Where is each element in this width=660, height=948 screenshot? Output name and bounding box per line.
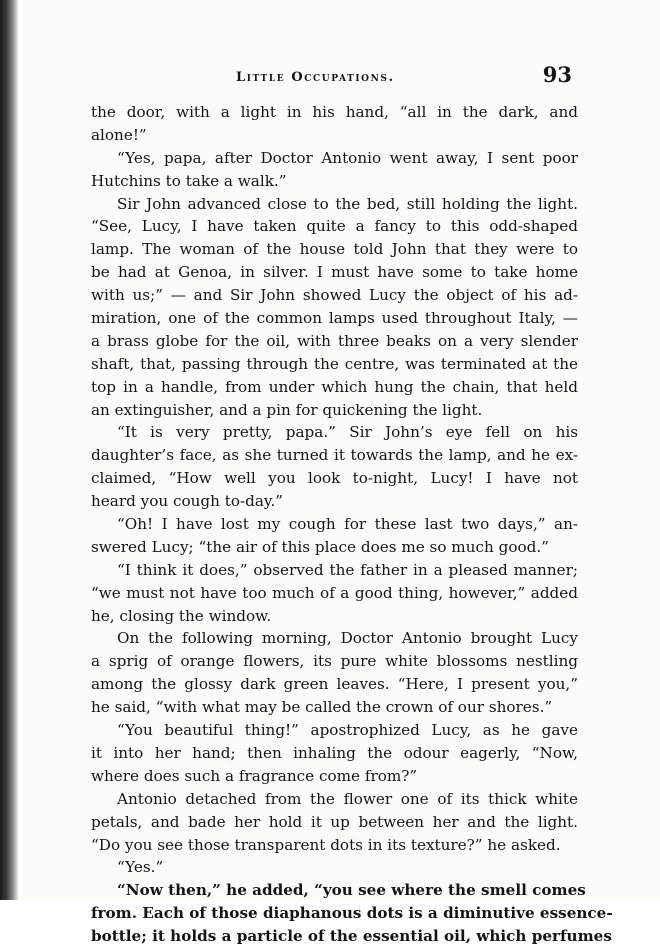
text-line: Sir John advanced close to the bed, still holding the light. (117, 194, 578, 213)
text-line: from. Each of those diaphanous dots is a diminutive essence- (91, 904, 613, 923)
text-line: be had at Genoa, in silver. I must have some to take home (91, 263, 578, 282)
text-line: “Now then,” he added, “you see where the smell comes (117, 881, 586, 900)
text-line: where does such a fragrance come from?” (91, 766, 418, 785)
text-line: bottle; it holds a particle of the essential oil, which perfumes (91, 927, 612, 946)
text-line: it into her hand; then inhaling the odour eagerly, “Now, (91, 743, 578, 762)
text-line: swered Lucy; “the air of this place does me so much good.” (91, 537, 549, 556)
text-line: “Yes, papa, after Doctor Antonio went away, I sent poor (117, 148, 578, 167)
text-line: top in a handle, from under which hung the chain, that held (91, 377, 578, 396)
text-line: miration, one of the common lamps used throughout Italy, — (91, 309, 578, 328)
running-title: Little Occupations. (236, 70, 395, 85)
text-line: petals, and bade her hold it up between her and the light. (91, 812, 578, 831)
text-line: with us;” — and Sir John showed Lucy the object of his ad- (91, 286, 578, 305)
text-line: “It is very pretty, papa.” Sir John’s eye fell on his (117, 423, 578, 442)
text-line: “You beautiful thing!” apostrophized Lucy, as he gave (117, 721, 578, 740)
text-line: claimed, “How well you look to-night, Lucy! I have not (91, 469, 578, 488)
text-line: a sprig of orange flowers, its pure white blossoms nestling (91, 652, 578, 671)
body-text (91, 101, 613, 948)
text-line: “Yes.” (117, 858, 164, 877)
text-line: among the glossy dark green leaves. “Here, I present you,” (91, 675, 578, 694)
text-line: “Do you see those transparent dots in its texture?” he asked. (91, 835, 561, 854)
text-line: “we must not have too much of a good thing, however,” added (91, 583, 578, 602)
text-line: he, closing the window. (91, 606, 272, 625)
text-line: he said, “with what may be called the crown of our shores.” (91, 698, 553, 717)
text-line: “I think it does,” observed the father in a pleased manner; (117, 560, 578, 579)
text-line: “Oh! I have lost my cough for these last two days,” an- (117, 515, 578, 534)
text-line: an extinguisher, and a pin for quickening the light. (91, 400, 483, 419)
text-line: alone!” (91, 125, 147, 144)
text-line: “See, Lucy, I have taken quite a fancy to this odd-shaped (91, 217, 578, 236)
text-line: Hutchins to take a walk.” (91, 171, 287, 190)
text-line: heard you cough to-day.” (91, 492, 284, 511)
text-line: Antonio detached from the flower one of its thick white (117, 789, 578, 808)
text-line: a brass globe for the oil, with three beaks on a very slender (91, 331, 578, 350)
book-gutter-shadow (0, 0, 18, 900)
text-line: daughter’s face, as she turned it towards the lamp, and he ex- (91, 446, 578, 465)
running-head (96, 60, 576, 92)
text-line: the door, with a light in his hand, “all in the dark, and (91, 103, 578, 121)
text-line: lamp. The woman of the house told John that they were to (91, 240, 578, 259)
text-line: On the following morning, Doctor Antonio brought Lucy (117, 629, 578, 648)
page-number: 93 (542, 62, 572, 87)
text-line: shaft, that, passing through the centre, was terminated at the (91, 354, 578, 373)
